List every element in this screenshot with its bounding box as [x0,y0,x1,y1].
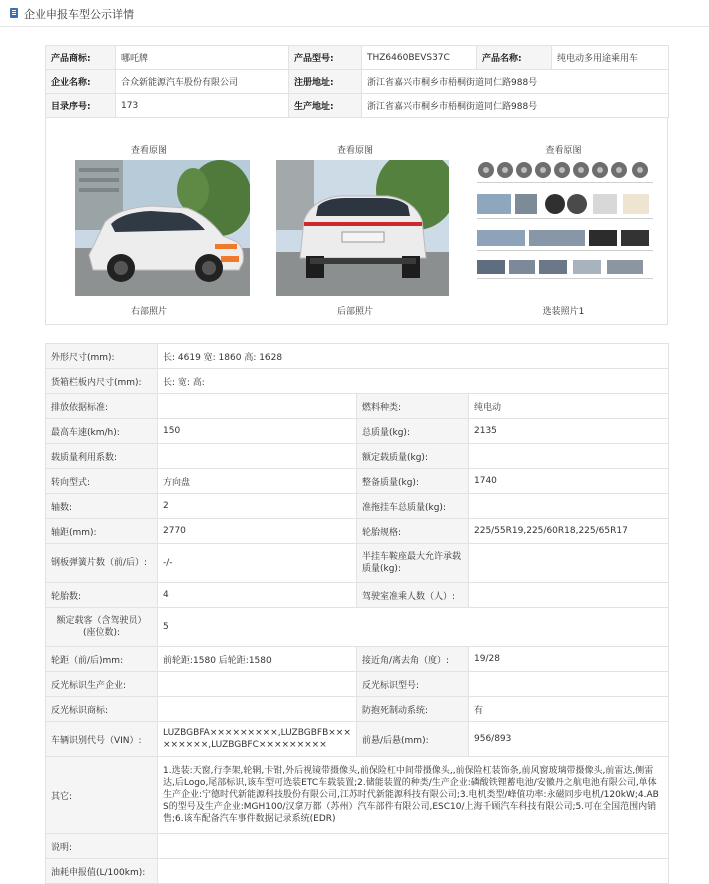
vin-value: LUZBGBFA×××××××××,LUZBGBFB×××××××××,LUZBGBFC××××××××× [158,722,357,757]
reflector-model-label: 反光标识型号: [357,672,469,697]
right-photo-caption: 右部照片 [130,307,167,317]
rated-load-value [469,444,669,469]
dims-label: 外形尺寸(mm): [46,344,158,369]
table-row [46,394,669,419]
load-coef-label: 载质量利用系数: [46,444,158,469]
abs-label: 防抱死制动系统: [357,697,469,722]
rated-load-label: 额定载质量(kg): [357,444,469,469]
cargo-value: 长: 宽: 高: [158,369,669,394]
model-value: THZ6460BEVS37C [362,46,477,70]
view-original-link[interactable]: 查看原图 [336,146,373,156]
reflector-company-label: 反光标识生产企业: [46,672,158,697]
note-value [158,834,669,859]
table-row [46,46,669,70]
overhang-value: 956/893 [469,722,669,757]
rear-photo-caption: 后部照片 [336,307,373,317]
page-header [0,0,709,27]
track-label: 轮距（前/后)mm: [46,647,158,672]
saddle-label: 半挂车鞍座最大允许承载质量(kg): [357,544,469,583]
table-row [46,519,669,544]
tire-spec-value: 225/55R19,225/60R18,225/65R17 [469,519,669,544]
steer-value: 方向盘 [158,469,357,494]
speed-label: 最高车速(km/h): [46,419,158,444]
reflector-company-value [158,672,357,697]
fuel-consumption-value [158,859,669,884]
fuel-type-value: 纯电动 [469,394,669,419]
table-row [46,94,669,118]
table-row [46,544,669,583]
model-label: 产品型号: [289,46,362,70]
overhang-label: 前悬/后悬(mm): [357,722,469,757]
table-row [46,859,669,884]
reflector-model-value [469,672,669,697]
cab-value [469,583,669,608]
seats-label: 额定载客（含驾驶员）(座位数): [46,608,158,647]
table-row [46,419,669,444]
axles-value: 2 [158,494,357,519]
photo-section [45,118,668,325]
table-row [46,697,669,722]
axles-label: 轴数: [46,494,158,519]
other-value: 1.选装:天窗,行李架,轮辋,卡钳,外后视镜带摄像头,前保险杠中间带摄像头,,前保险杠装饰条,前风窗玻璃带摄像头,前雷达,侧雷达,后Logo,尾部标识,该车型可选装ETC车载装置;2.储能装置的种类/生产企业:磷酸铁锂蓄电池/安徽丹之航电池有限公司,单体生产企业:宁德时代新能源科技股份有限公司,江苏时代新能源科技有限公司;3.电机类型/峰值功率:永磁同步电机/120kW;4.ABS的型号及生产企业:MGH100/汉拿万都（苏州）汽车部件有限公司,ESC10/上海千顾汽车科技有限公司;5.可在全国范围内销售;6.该车配备汽车事件数据记录系统(EDR) [158,757,669,834]
other-label: 其它: [46,757,158,834]
catalog-label: 目录序号: [46,94,116,118]
cab-label: 驾驶室准乘人数（人）: [357,583,469,608]
basic-info-table [45,45,669,118]
angle-label: 接近角/离去角（度）: [357,647,469,672]
emission-value [158,394,357,419]
page-title: 企业申报车型公示详情 [24,8,134,21]
table-row [46,494,669,519]
right-photo-image[interactable] [75,160,250,296]
brand-label: 产品商标: [46,46,116,70]
photo-right [46,118,252,325]
curb-value: 1740 [469,469,669,494]
vin-label: 车辆识别代号（VIN）: [46,722,158,757]
prod-address-value: 浙江省嘉兴市桐乡市梧桐街道同仁路988号 [362,94,669,118]
mass-value: 2135 [469,419,669,444]
prod-address-label: 生产地址: [289,94,362,118]
tire-spec-label: 轮胎规格: [357,519,469,544]
track-value: 前轮距:1580 后轮距:1580 [158,647,357,672]
table-row [46,757,669,834]
tires-label: 轮胎数: [46,583,158,608]
spec-table [45,343,669,884]
table-row [46,344,669,369]
curb-label: 整备质量(kg): [357,469,469,494]
wheelbase-value: 2770 [158,519,357,544]
dims-value: 长: 4619 宽: 1860 高: 1628 [158,344,669,369]
reg-address-value: 浙江省嘉兴市桐乡市梧桐街道同仁路988号 [362,70,669,94]
product-name-value: 纯电动多用途乘用车 [552,46,669,70]
photo-rear [252,118,458,325]
optional-photo-caption: 选装照片1 [542,307,585,317]
table-row [46,834,669,859]
mass-label: 总质量(kg): [357,419,469,444]
view-original-link[interactable]: 查看原图 [545,146,582,156]
table-row [46,444,669,469]
company-label: 企业名称: [46,70,116,94]
catalog-value: 173 [116,94,289,118]
table-row [46,672,669,697]
product-name-label: 产品名称: [477,46,552,70]
photo-optional [458,118,669,325]
emission-label: 排放依据标准: [46,394,158,419]
saddle-value [469,544,669,583]
wheelbase-label: 轴距(mm): [46,519,158,544]
reflector-brand-label: 反光标识商标: [46,697,158,722]
note-label: 说明: [46,834,158,859]
fuel-consumption-label: 油耗申报值(L/100km): [46,859,158,884]
abs-value: 有 [469,697,669,722]
table-row [46,583,669,608]
seats-value: 5 [158,608,669,647]
table-row [46,369,669,394]
company-value: 合众新能源汽车股份有限公司 [116,70,289,94]
table-row [46,608,669,647]
table-row [46,647,669,672]
trailer-value [469,494,669,519]
brand-value: 哪吒牌 [116,46,289,70]
reflector-brand-value [158,697,357,722]
trailer-label: 准拖挂车总质量(kg): [357,494,469,519]
speed-value: 150 [158,419,357,444]
fuel-type-label: 燃料种类: [357,394,469,419]
cargo-label: 货箱栏板内尺寸(mm): [46,369,158,394]
document-icon [10,8,18,18]
tires-value: 4 [158,583,357,608]
table-row [46,722,669,757]
optional-photo-collage[interactable] [477,160,653,290]
table-row [46,70,669,94]
table-row [46,469,669,494]
reg-address-label: 注册地址: [289,70,362,94]
angle-value: 19/28 [469,647,669,672]
steer-label: 转向型式: [46,469,158,494]
springs-value: -/- [158,544,357,583]
load-coef-value [158,444,357,469]
view-original-link[interactable]: 查看原图 [130,146,167,156]
rear-photo-image[interactable] [276,160,449,296]
springs-label: 钢板弹簧片数（前/后）: [46,544,158,583]
